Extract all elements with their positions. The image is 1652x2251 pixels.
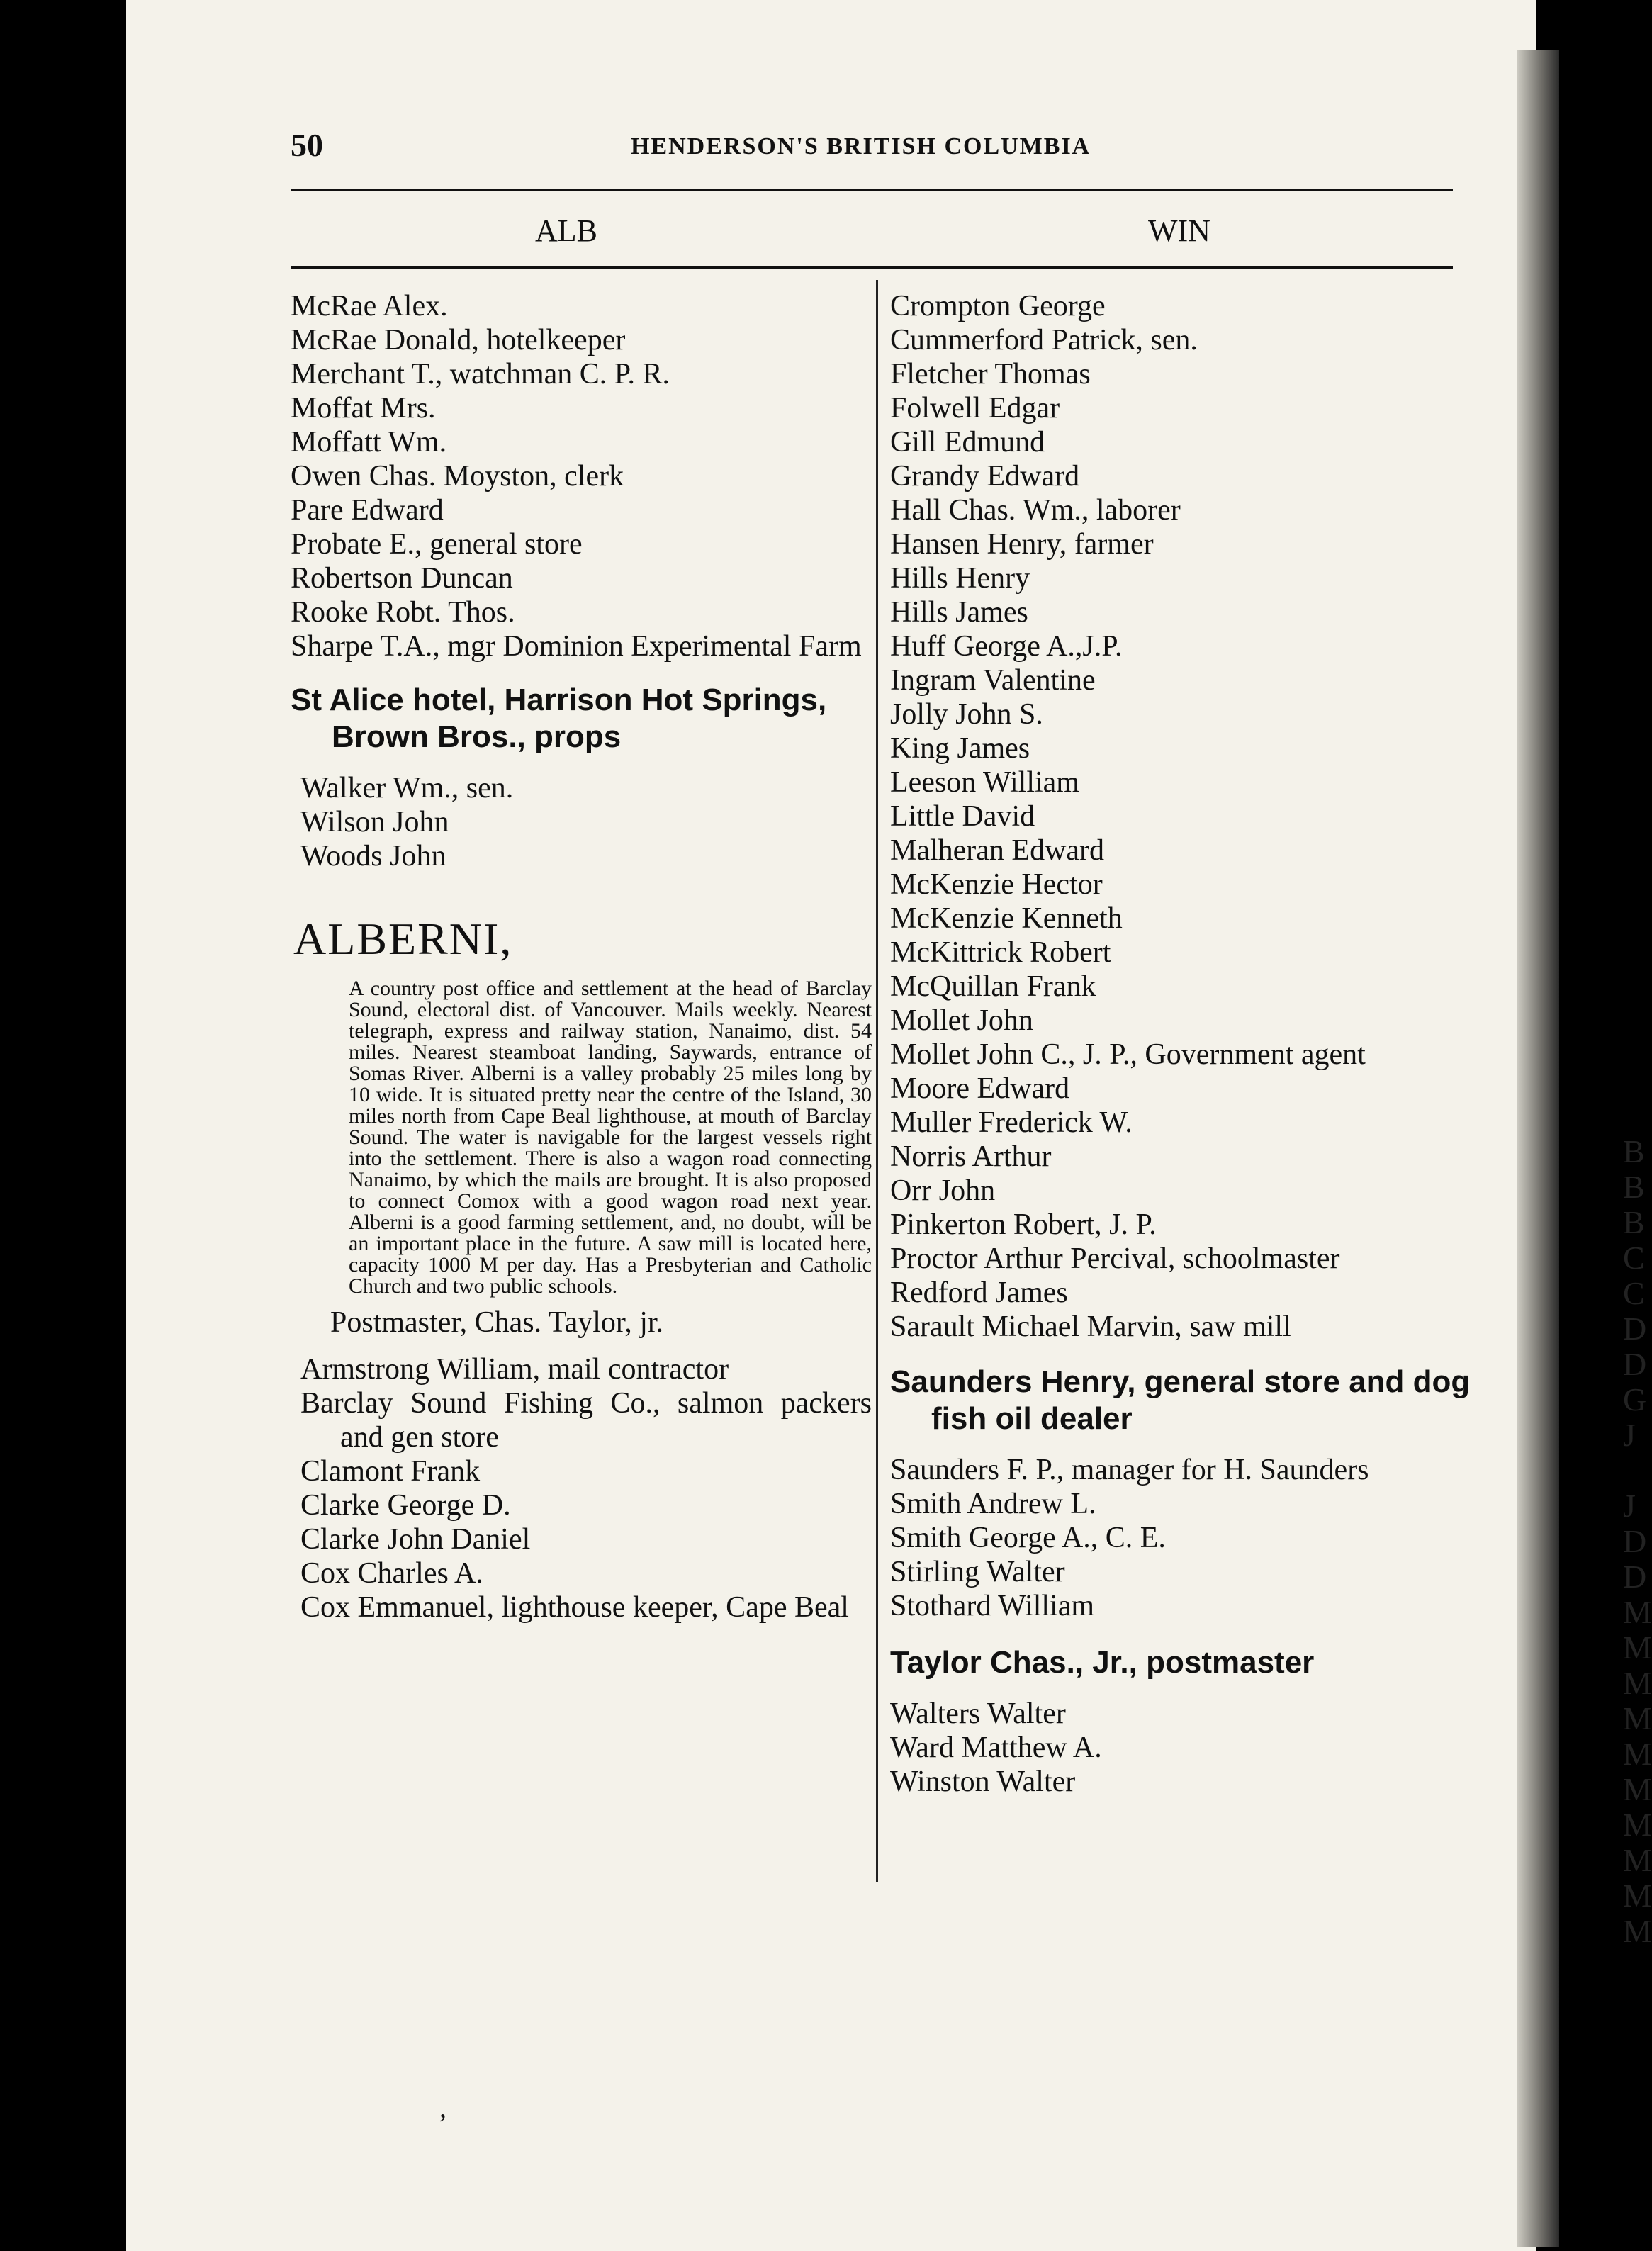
edge-letter: M: [1623, 1736, 1652, 1772]
directory-entry: Robertson Duncan: [291, 562, 513, 595]
edge-letter: J: [1623, 1417, 1636, 1453]
catchword-rule: [291, 266, 1453, 269]
directory-entry: Pare Edward: [291, 494, 444, 527]
directory-entry: Ward Matthew A.: [890, 1731, 1102, 1764]
edge-letter: M: [1623, 1665, 1652, 1701]
directory-list: [890, 289, 1471, 1344]
column-divider: [876, 280, 878, 1882]
directory-entry: Cox Emmanuel, lighthouse keeper, Cape Beal: [300, 1591, 849, 1624]
directory-entry: Grandy Edward: [890, 460, 1080, 493]
page-header: [291, 126, 1453, 169]
edge-letter: M: [1623, 1594, 1652, 1630]
header-rule: [291, 189, 1453, 191]
directory-entry: Gill Edmund: [890, 426, 1045, 459]
edge-letter: M: [1623, 1877, 1652, 1914]
catchword-right: WIN: [1148, 213, 1210, 248]
directory-entry: Woods John: [300, 840, 446, 872]
edge-letter: C: [1623, 1240, 1645, 1276]
directory-list: [291, 1352, 872, 1624]
directory-entry: Hills Henry: [890, 562, 1030, 595]
directory-entry: Moffat Mrs.: [291, 392, 436, 425]
directory-entry: Clamont Frank: [300, 1455, 481, 1488]
directory-entry: Stirling Walter: [890, 1556, 1065, 1588]
directory-entry: Pinkerton Robert, J. P.: [890, 1208, 1157, 1241]
directory-entry: McRae Alex.: [291, 290, 448, 322]
stray-mark: ,: [439, 2092, 446, 2123]
left-column: [291, 289, 872, 1624]
directory-entry: Merchant T., watchman C. P. R.: [291, 358, 670, 391]
directory-entry: Walters Walter: [890, 1697, 1066, 1730]
directory-entry: Barclay Sound Fishing Co., salmon packers and gen store: [300, 1387, 872, 1454]
directory-entry: Moore Edward: [890, 1072, 1070, 1105]
edge-letter: M: [1623, 1771, 1652, 1807]
directory-entry: Fletcher Thomas: [890, 358, 1091, 391]
directory-entry: Hills James: [890, 596, 1028, 629]
advertisement: Saunders Henry, general store and dog fish oil dealer: [890, 1364, 1471, 1436]
section-description: A country post office and settlement at the head of Barclay Sound, electoral dist. of Vancouver. Mails weekly. Nearest telegraph, express and railway station, Nanaimo, dist. 54 miles. Nearest steamboat landing, Saywards, entrance of Somas River. Alberni is a valley probably 25 miles long by 10 wide. It is situated pretty near the centre of the Island, 30 miles north from Cape Beal lighthouse, at mouth of Barclay Sound. The water is navigable for the largest vessels right into the settlement. There is also a wagon road connecting Nanaimo, by which the mails are brought. It is also proposed to connect Comox with a good wagon road next year. Alberni is a good farming settlement, and, no doubt, will be an important place in the future. A saw mill is located here, capacity 1000 M per day. Has a Presbyterian and Catholic Church and two public schools.: [349, 977, 872, 1298]
edge-letter: M: [1623, 1842, 1652, 1878]
edge-letter: M: [1623, 1807, 1652, 1843]
directory-entry: Probate E., general store: [291, 528, 583, 561]
directory-list: [890, 1697, 1471, 1799]
directory-entry: Stothard William: [890, 1590, 1095, 1622]
adjacent-page-edge: [1623, 1133, 1652, 1949]
advertisement: Taylor Chas., Jr., postmaster: [890, 1645, 1315, 1680]
directory-entry: Folwell Edgar: [890, 392, 1060, 425]
directory-list: [890, 1453, 1471, 1623]
directory-entry: McKenzie Kenneth: [890, 902, 1123, 935]
directory-entry: Mollet John: [890, 1004, 1033, 1037]
directory-entry: Saunders F. P., manager for H. Saunders: [890, 1454, 1369, 1486]
edge-letter: C: [1623, 1275, 1645, 1311]
directory-entry: Jolly John S.: [890, 698, 1043, 731]
directory-entry: Crompton George: [890, 290, 1106, 322]
directory-entry: Owen Chas. Moyston, clerk: [291, 460, 624, 493]
edge-letter: J: [1623, 1488, 1636, 1524]
directory-entry: McKenzie Hector: [890, 868, 1103, 901]
directory-entry: Mollet John C., J. P., Government agent: [890, 1038, 1366, 1071]
directory-entry: Leeson William: [890, 766, 1079, 799]
right-column: [890, 289, 1471, 1799]
page-number: 50: [291, 127, 323, 163]
directory-entry: King James: [890, 732, 1030, 765]
directory-entry: Proctor Arthur Percival, schoolmaster: [890, 1242, 1340, 1275]
directory-entry: McRae Donald, hotelkeeper: [291, 324, 626, 357]
directory-entry: Cummerford Patrick, sen.: [890, 324, 1198, 357]
directory-entry: Rooke Robt. Thos.: [291, 596, 515, 629]
edge-letter: D: [1623, 1346, 1647, 1382]
directory-entry: Orr John: [890, 1174, 996, 1207]
directory-entry: Cox Charles A.: [300, 1557, 483, 1590]
directory-entry: Moffatt Wm.: [291, 426, 447, 459]
directory-entry: Armstrong William, mail contractor: [300, 1353, 729, 1386]
edge-letter: M: [1623, 1913, 1652, 1949]
directory-entry: Redford James: [890, 1276, 1068, 1309]
edge-letter: D: [1623, 1310, 1647, 1347]
directory-entry: Walker Wm., sen.: [300, 772, 514, 804]
directory-entry: Norris Arthur: [890, 1140, 1052, 1173]
directory-entry: Hall Chas. Wm., laborer: [890, 494, 1181, 527]
directory-entry: Wilson John: [300, 806, 449, 838]
directory-entry: Malheran Edward: [890, 834, 1105, 867]
directory-entry: Ingram Valentine: [890, 664, 1096, 697]
edge-letter: D: [1623, 1523, 1647, 1559]
directory-entry: Clarke George D.: [300, 1489, 511, 1522]
running-title: HENDERSON'S BRITISH COLUMBIA: [631, 133, 1091, 159]
directory-entry: McQuillan Frank: [890, 970, 1096, 1003]
edge-letter: G: [1623, 1381, 1647, 1418]
edge-letter: [1623, 1453, 1641, 1488]
edge-letter: M: [1623, 1629, 1652, 1666]
directory-entry: Sarault Michael Marvin, saw mill: [890, 1310, 1291, 1343]
postmaster-line: Postmaster, Chas. Taylor, jr.: [330, 1306, 664, 1339]
edge-letter: B: [1623, 1204, 1645, 1240]
edge-letter: B: [1623, 1169, 1645, 1205]
directory-entry: Smith Andrew L.: [890, 1488, 1096, 1520]
edge-letter: B: [1623, 1133, 1645, 1169]
edge-letter: M: [1623, 1700, 1652, 1736]
directory-entry: Winston Walter: [890, 1766, 1076, 1798]
directory-entry: Sharpe T.A., mgr Dominion Experimental Farm: [291, 630, 862, 663]
directory-entry: Hansen Henry, farmer: [890, 528, 1154, 561]
directory-entry: Huff George A.,J.P.: [890, 630, 1123, 663]
section-title: ALBERNI,: [293, 914, 513, 964]
directory-entry: McKittrick Robert: [890, 936, 1111, 969]
directory-entry: Little David: [890, 800, 1035, 833]
directory-list: [291, 289, 872, 663]
catchword-left: ALB: [535, 213, 597, 248]
directory-entry: Clarke John Daniel: [300, 1523, 531, 1556]
directory-list: [291, 771, 872, 873]
edge-letter: D: [1623, 1559, 1647, 1595]
advertisement: St Alice hotel, Harrison Hot Springs, Brown Bros., props: [291, 683, 827, 754]
page-gutter-shadow: [1517, 50, 1559, 2247]
directory-entry: Muller Frederick W.: [890, 1106, 1133, 1139]
directory-entry: Smith George A., C. E.: [890, 1522, 1166, 1554]
